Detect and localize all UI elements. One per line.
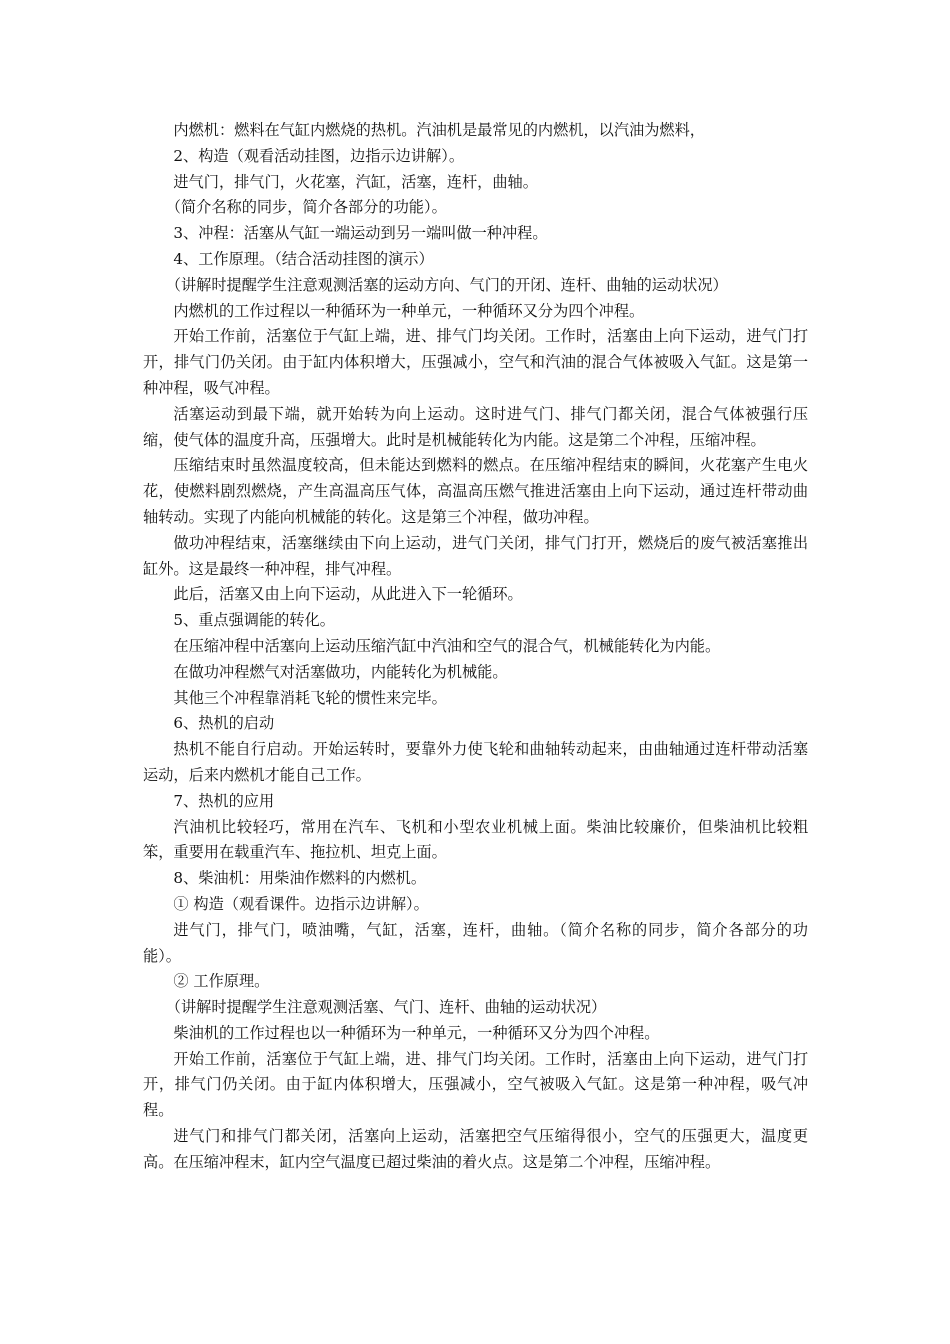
paragraph: 汽油机比较轻巧，常用在汽车、飞机和小型农业机械上面。柴油比较廉价，但柴油机比较粗笨，重要用在载重汽车、拖拉机、坦克上面。 — [143, 817, 808, 862]
paragraph: 开始工作前，活塞位于气缸上端，进、排气门均关闭。工作时，活塞由上向下运动，进气门打开，排气门仍关闭。由于缸内体积增大，压强减小，空气被吸入气缸。这是第一种冲程，吸气冲程。 — [143, 1049, 808, 1120]
paragraph: 做功冲程结束，活塞继续由下向上运动，进气门关闭，排气门打开，燃烧后的废气被活塞推出缸外。这是最终一种冲程，排气冲程。 — [143, 533, 808, 578]
section-heading: 2、构造（观看活动挂图，边指示边讲解）。 — [173, 146, 465, 165]
paragraph: （讲解时提醒学生注意观测活塞、气门、连杆、曲轴的运动状况） — [165, 998, 607, 1017]
section-heading: 3、冲程：活塞从气缸一端运动到另一端叫做一种冲程。 — [173, 224, 548, 243]
paragraph: 柴油机的工作过程也以一种循环为一种单元，一种循环又分为四个冲程。 — [173, 1023, 660, 1042]
paragraph: （讲解时提醒学生注意观测活塞的运动方向、气门的开闭、连杆、曲轴的运动状况） — [165, 275, 728, 294]
paragraph: 在压缩冲程中活塞向上运动压缩汽缸中汽油和空气的混合气，机械能转化为内能。 — [173, 636, 721, 655]
section-heading: 8、柴油机：用柴油作燃料的内燃机。 — [173, 869, 427, 888]
paragraph: 热机不能自行启动。开始运转时，要靠外力使飞轮和曲轴转动起来，由曲轴通过连杆带动活塞运动，后来内燃机才能自己工作。 — [143, 740, 808, 784]
paragraph: 此后，活塞又由上向下运动，从此进入下一轮循环。 — [173, 585, 523, 604]
document-body — [143, 118, 808, 1176]
paragraph: 进气门，排气门，火花塞，汽缸，活塞，连杆，曲轴。 — [173, 172, 538, 191]
paragraph: 进气门和排气门都关闭，活塞向上运动，活塞把空气压缩得很小，空气的压强更大，温度更高。在压缩冲程末，缸内空气温度已超过柴油的着火点。这是第二个冲程，压缩冲程。 — [143, 1127, 808, 1171]
subsection-heading: ② 工作原理。 — [173, 972, 270, 991]
paragraph: 其他三个冲程靠消耗飞轮的惯性来完毕。 — [173, 688, 447, 707]
section-heading: 5、重点强调能的转化。 — [173, 611, 335, 630]
subsection-heading: ① 构造（观看课件。边指示边讲解）。 — [173, 894, 429, 913]
section-heading: 4、工作原理。（结合活动挂图的演示） — [173, 249, 434, 268]
section-heading: 6、热机的启动 — [173, 714, 275, 733]
paragraph: 活塞运动到最下端，就开始转为向上运动。这时进气门、排气门都关闭，混合气体被强行压缩，使气体的温度升高，压强增大。此时是机械能转化为内能。这是第二个冲程，压缩冲程。 — [143, 404, 808, 449]
paragraph: 压缩结束时虽然温度较高，但未能达到燃料的燃点。在压缩冲程结束的瞬间，火花塞产生电火花，使燃料剧烈燃烧，产生高温高压气体，高温高压燃气推进活塞由上向下运动，通过连杆带动曲轴转动。实现了内能向机械能的转化。这是第三个冲程，做功冲程。 — [143, 456, 808, 526]
paragraph: 在做功冲程燃气对活塞做功，内能转化为机械能。 — [173, 662, 508, 681]
section-heading: 7、热机的应用 — [173, 791, 275, 810]
paragraph: 内燃机的工作过程以一种循环为一种单元，一种循环又分为四个冲程。 — [173, 301, 645, 320]
paragraph: 开始工作前，活塞位于气缸上端，进、排气门均关闭。工作时，活塞由上向下运动，进气门打开，排气门仍关闭。由于缸内体积增大，压强减小，空气和汽油的混合气体被吸入气缸。这是第一种冲程，吸气冲程。 — [143, 327, 808, 397]
paragraph: （简介名称的同步，简介各部分的功能）。 — [165, 198, 447, 217]
paragraph: 内燃机：燃料在气缸内燃烧的热机。汽油机是最常见的内燃机，以汽油为燃料， — [173, 121, 705, 139]
paragraph: 进气门，排气门，喷油嘴，气缸，活塞，连杆，曲轴。（简介名称的同步，简介各部分的功能）。 — [143, 920, 808, 965]
